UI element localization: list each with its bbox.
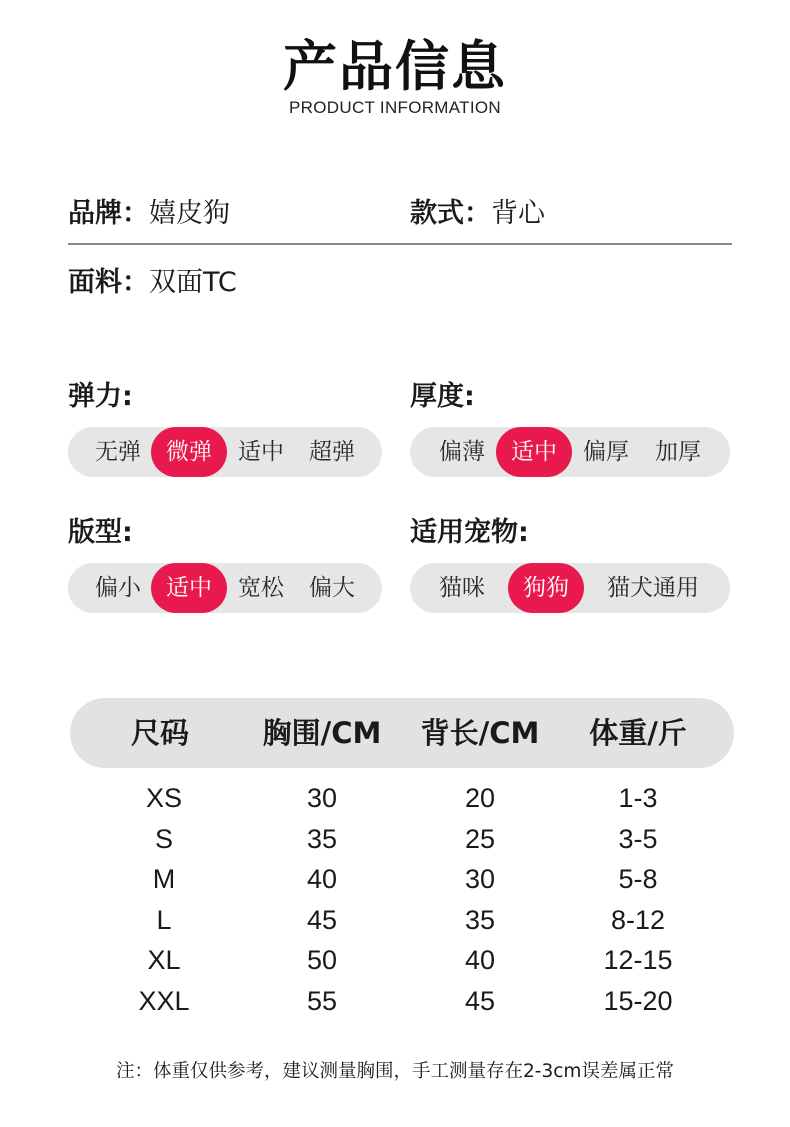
cell-chest: 45 [306, 904, 338, 935]
cell-back-length: 45 [464, 986, 496, 1016]
elasticity-option[interactable]: 微弹 [151, 427, 227, 477]
brand-info [68, 191, 230, 230]
cell-back-length: 25 [464, 823, 496, 854]
thickness-option[interactable]: 偏厚 [583, 439, 629, 465]
cell-size: M [152, 864, 176, 895]
pets-selector [410, 563, 730, 613]
cell-back-length: 20 [464, 783, 496, 813]
info-divider [68, 243, 732, 245]
fabric-info [68, 260, 237, 299]
fit-option[interactable]: 偏小 [95, 575, 141, 601]
cell-weight: 8-12 [610, 904, 666, 935]
pets-option[interactable]: 猫咪 [439, 575, 485, 601]
cell-back-length: 35 [464, 904, 496, 935]
fit-option[interactable]: 宽松 [238, 575, 284, 601]
fit-selector [68, 563, 382, 613]
column-header-weight: 体重/斤 [589, 716, 687, 750]
cell-size: S [154, 823, 173, 854]
column-header-chest: 胸围/CM [262, 716, 382, 750]
pets-option[interactable]: 猫犬通用 [607, 575, 699, 601]
style-value: 背心 [491, 198, 545, 229]
elasticity-label: 弹力: [68, 381, 133, 412]
cell-weight: 1-3 [618, 783, 658, 813]
elasticity-option[interactable]: 无弹 [95, 439, 141, 465]
brand-value: 嬉皮狗 [149, 198, 230, 229]
cell-weight: 3-5 [618, 823, 658, 854]
fit-label: 版型: [68, 517, 133, 548]
footnote: 注：体重仅供参考，建议测量胸围，手工测量存在2-3cm误差属正常 [116, 1061, 674, 1082]
cell-size: XS [145, 783, 183, 813]
cell-chest: 40 [306, 864, 338, 895]
fit-option[interactable]: 偏大 [309, 575, 355, 601]
cell-weight: 5-8 [618, 864, 658, 895]
size-table-header [70, 698, 734, 768]
style-info [410, 191, 545, 230]
thickness-selector [410, 427, 730, 477]
brand-label: 品牌： [68, 198, 149, 229]
cell-back-length: 30 [464, 864, 496, 895]
elasticity-selector [68, 427, 382, 477]
elasticity-option[interactable]: 适中 [238, 439, 284, 465]
cell-chest: 35 [306, 823, 338, 854]
cell-chest: 50 [306, 945, 338, 976]
thickness-option[interactable]: 适中 [496, 427, 572, 477]
thickness-option[interactable]: 加厚 [655, 439, 701, 465]
page-title: 产品信息 [283, 35, 507, 98]
cell-size: XL [147, 945, 181, 976]
page-subtitle: PRODUCT INFORMATION [289, 98, 501, 117]
elasticity-option[interactable]: 超弹 [309, 439, 355, 465]
cell-chest: 55 [306, 986, 338, 1016]
thickness-option[interactable]: 偏薄 [439, 439, 485, 465]
fabric-value: 双面TC [149, 267, 237, 298]
style-label: 款式： [410, 198, 491, 229]
pets-option[interactable]: 狗狗 [508, 563, 584, 613]
cell-back-length: 40 [464, 945, 496, 976]
cell-size: XXL [138, 986, 190, 1016]
cell-chest: 30 [306, 783, 338, 813]
fabric-label: 面料： [68, 267, 149, 298]
thickness-label: 厚度: [410, 381, 475, 412]
cell-weight: 15-20 [603, 986, 673, 1016]
fit-option[interactable]: 适中 [151, 563, 227, 613]
column-header-size: 尺码 [130, 716, 189, 750]
cell-weight: 12-15 [603, 945, 673, 976]
cell-size: L [156, 904, 172, 935]
column-header-back-length: 背长/CM [420, 716, 540, 750]
pets-label: 适用宠物: [410, 517, 529, 548]
